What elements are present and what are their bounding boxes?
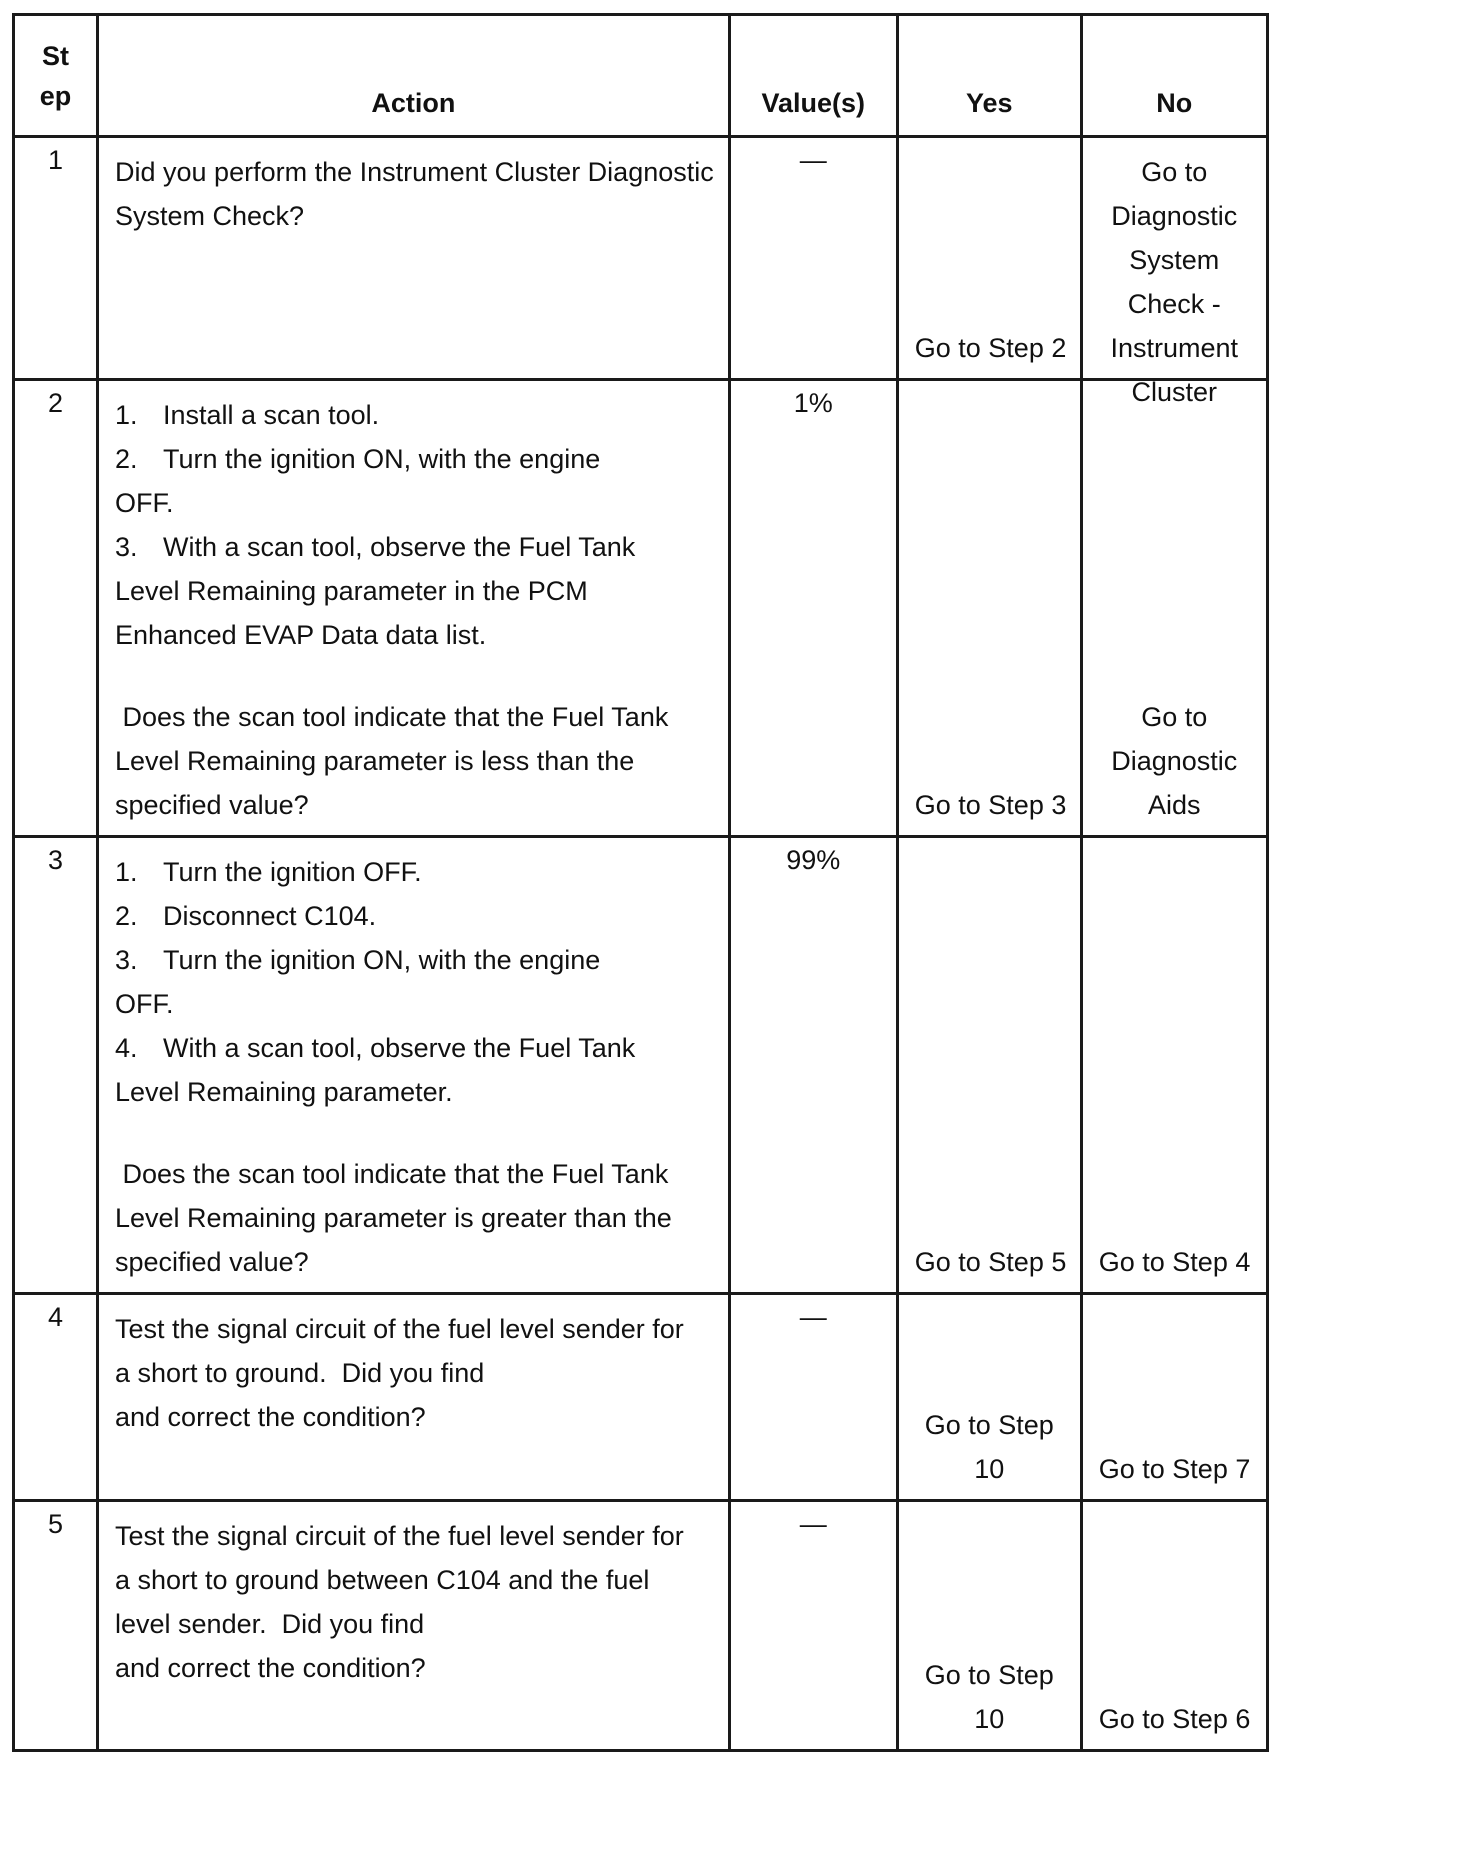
item-text: Turn the ignition ON, with the engine bbox=[163, 444, 601, 474]
action-item: OFF. bbox=[115, 488, 174, 518]
header-values: Value(s) bbox=[729, 15, 897, 137]
no-link-line: Cluster bbox=[1131, 377, 1218, 407]
yes-link[interactable]: Go to Step 2 bbox=[914, 333, 1067, 363]
table-row bbox=[14, 1294, 1268, 1501]
diagnostic-table bbox=[12, 13, 1269, 1752]
header-row bbox=[14, 15, 1268, 137]
action-item: OFF. bbox=[115, 989, 174, 1019]
step-number: 3 bbox=[14, 837, 98, 1294]
item-number: 1. bbox=[115, 857, 138, 887]
action-line: and correct the condition? bbox=[115, 1402, 426, 1432]
action-item: Level Remaining parameter in the PCM bbox=[115, 576, 588, 606]
question-line: specified value? bbox=[115, 1247, 309, 1277]
item-number: 2. bbox=[115, 901, 138, 931]
question-line: Does the scan tool indicate that the Fuel Tank bbox=[115, 1159, 669, 1189]
item-number: 2. bbox=[115, 444, 138, 474]
action-cell bbox=[98, 1294, 730, 1501]
action-item: Enhanced EVAP Data data list. bbox=[115, 620, 487, 650]
yes-cell bbox=[897, 837, 1081, 1294]
value-cell: — bbox=[729, 1501, 897, 1751]
yes-link[interactable]: Go to Step 3 bbox=[914, 790, 1067, 820]
item-number: 3. bbox=[115, 945, 138, 975]
no-link[interactable]: Go to Step 7 bbox=[1098, 1454, 1251, 1484]
item-text: With a scan tool, observe the Fuel Tank bbox=[163, 532, 636, 562]
no-link-line: System bbox=[1129, 245, 1220, 275]
action-cell bbox=[98, 1501, 730, 1751]
action-item bbox=[115, 850, 714, 894]
no-link-line: Go to bbox=[1141, 157, 1208, 187]
item-text: Turn the ignition OFF. bbox=[163, 857, 422, 887]
item-number: 3. bbox=[115, 532, 138, 562]
header-action: Action bbox=[98, 15, 730, 137]
item-number: 4. bbox=[115, 1033, 138, 1063]
action-line: Test the signal circuit of the fuel level sender for bbox=[115, 1521, 684, 1551]
value-cell: — bbox=[729, 1294, 897, 1501]
no-link-line: Aids bbox=[1147, 790, 1201, 820]
action-cell bbox=[98, 137, 730, 380]
table-row bbox=[14, 837, 1268, 1294]
action-line: Did you perform the Instrument Cluster Diagnostic bbox=[115, 157, 714, 187]
no-link[interactable] bbox=[1083, 150, 1266, 414]
action-line: a short to ground. Did you find bbox=[115, 1358, 485, 1388]
no-cell bbox=[1081, 1294, 1267, 1501]
action-item bbox=[115, 894, 714, 938]
action-line: Test the signal circuit of the fuel level sender for bbox=[115, 1314, 684, 1344]
question-line: Level Remaining parameter is greater than the bbox=[115, 1203, 672, 1233]
question-line: Does the scan tool indicate that the Fuel Tank bbox=[115, 702, 669, 732]
table-row bbox=[14, 137, 1268, 380]
no-link-line: Instrument bbox=[1110, 333, 1239, 363]
item-number: 1. bbox=[115, 400, 138, 430]
table-row bbox=[14, 1501, 1268, 1751]
header-yes: Yes bbox=[897, 15, 1081, 137]
question-line: specified value? bbox=[115, 790, 309, 820]
yes-cell bbox=[897, 1501, 1081, 1751]
action-item bbox=[115, 938, 714, 982]
item-text: Disconnect C104. bbox=[163, 901, 377, 931]
yes-link[interactable] bbox=[899, 1403, 1080, 1491]
action-line: a short to ground between C104 and the fuel bbox=[115, 1565, 650, 1595]
yes-link[interactable] bbox=[899, 1653, 1080, 1741]
value-cell: 1% bbox=[729, 380, 897, 837]
no-cell bbox=[1081, 1501, 1267, 1751]
no-link[interactable] bbox=[1083, 695, 1266, 827]
action-cell bbox=[98, 380, 730, 837]
no-cell bbox=[1081, 137, 1267, 407]
action-line: and correct the condition? bbox=[115, 1653, 426, 1683]
no-link[interactable]: Go to Step 6 bbox=[1098, 1704, 1251, 1734]
yes-cell bbox=[897, 137, 1081, 380]
action-item: Level Remaining parameter. bbox=[115, 1077, 453, 1107]
no-link[interactable]: Go to Step 4 bbox=[1098, 1247, 1251, 1277]
action-item bbox=[115, 437, 714, 481]
action-item bbox=[115, 525, 714, 569]
table-row bbox=[14, 380, 1268, 837]
action-line: level sender. Did you find bbox=[115, 1609, 425, 1639]
no-cell bbox=[1081, 837, 1267, 1294]
header-no: No bbox=[1081, 15, 1267, 137]
yes-link-line: 10 bbox=[974, 1704, 1005, 1734]
value-cell: — bbox=[729, 137, 897, 380]
yes-link-line: Go to Step bbox=[924, 1660, 1054, 1690]
step-number: 1 bbox=[14, 137, 98, 380]
action-item bbox=[115, 1026, 714, 1070]
yes-cell bbox=[897, 380, 1081, 837]
item-text: Install a scan tool. bbox=[163, 400, 380, 430]
yes-link-line: Go to Step bbox=[924, 1410, 1054, 1440]
item-text: Turn the ignition ON, with the engine bbox=[163, 945, 601, 975]
step-number: 5 bbox=[14, 1501, 98, 1751]
item-text: With a scan tool, observe the Fuel Tank bbox=[163, 1033, 636, 1063]
yes-cell bbox=[897, 1294, 1081, 1501]
value-cell: 99% bbox=[729, 837, 897, 1294]
no-cell bbox=[1081, 380, 1267, 837]
step-number: 2 bbox=[14, 380, 98, 837]
yes-link[interactable]: Go to Step 5 bbox=[914, 1247, 1067, 1277]
yes-link-line: 10 bbox=[974, 1454, 1005, 1484]
no-link-line: Go to bbox=[1141, 702, 1208, 732]
action-line: System Check? bbox=[115, 201, 305, 231]
step-number: 4 bbox=[14, 1294, 98, 1501]
action-item bbox=[115, 393, 714, 437]
no-link-line: Diagnostic bbox=[1111, 201, 1238, 231]
question-line: Level Remaining parameter is less than the bbox=[115, 746, 635, 776]
no-link-line: Check - bbox=[1127, 289, 1221, 319]
action-cell bbox=[98, 837, 730, 1294]
header-step: St ep bbox=[14, 15, 98, 137]
no-link-line: Diagnostic bbox=[1111, 746, 1238, 776]
